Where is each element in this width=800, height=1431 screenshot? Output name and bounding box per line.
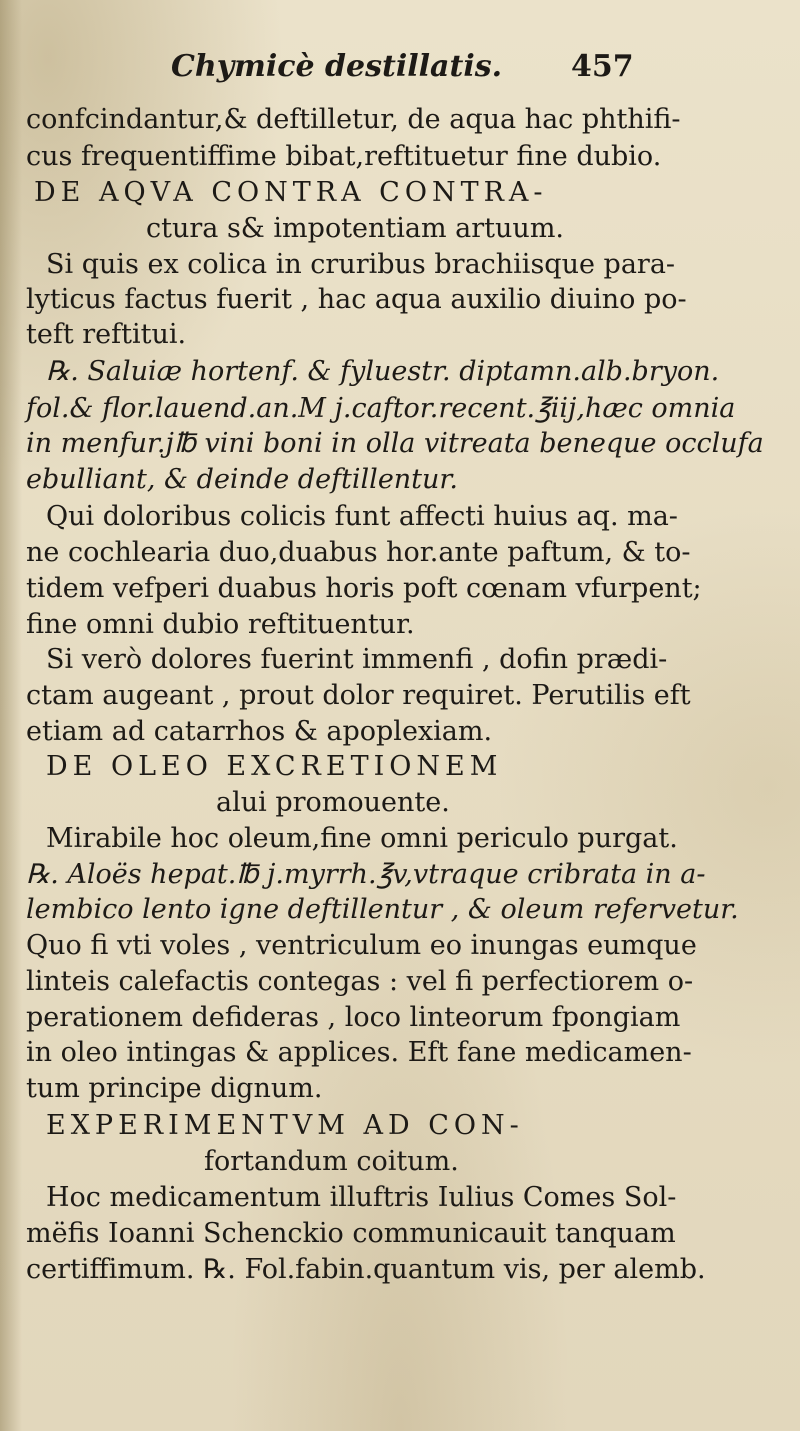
text-line: Si quis ex colica in cruribus brachiisque para- bbox=[46, 249, 676, 280]
text-line: Qui doloribus colicis funt affecti huius aq. ma- bbox=[46, 501, 678, 532]
section-subheading: fortandum coitum. bbox=[204, 1146, 459, 1177]
text-line: Si verò dolores fuerint immenfi , dofin prædi- bbox=[46, 644, 668, 675]
running-title: Chymicè destillatis. bbox=[171, 49, 503, 84]
text-line: in oleo intingas & applices. Eft fane medicamen- bbox=[26, 1037, 692, 1068]
page-number: 457 bbox=[571, 49, 634, 84]
recipe-line: ℞. Aloës hepat.℔ j.myrrh.℥v,vtraque cribrata in a- bbox=[26, 859, 706, 890]
text-line: Mirabile hoc oleum,fine omni periculo purgat. bbox=[46, 823, 678, 854]
section-subheading: alui promouente. bbox=[216, 787, 450, 818]
text-line: perationem defideras , loco linteorum fpongiam bbox=[26, 1002, 681, 1033]
text-line: certiffimum. ℞. Fol.fabin.quantum vis, per alemb. bbox=[26, 1254, 706, 1285]
text-line: mëfis Ioanni Schenckio communicauit tanquam bbox=[26, 1218, 676, 1249]
recipe-line: fol.& flor.lauend.an.M j.caftor.recent.℥iij,hæc omnia bbox=[26, 393, 736, 424]
section-heading: DE AQVA CONTRA CONTRA- bbox=[34, 177, 548, 208]
text-line: linteis calefactis contegas : vel fi perfectiorem o- bbox=[26, 966, 694, 997]
text-line: cus frequentiffime bibat,reftituetur fine dubio. bbox=[26, 141, 662, 172]
text-line: confcindantur,& deftilletur, de aqua hac phthifi- bbox=[26, 104, 681, 135]
text-line: ctam augeant , prout dolor requiret. Perutilis eft bbox=[26, 680, 691, 711]
text-line: tidem vefperi duabus horis poft cœnam vfurpent; bbox=[26, 573, 702, 604]
page-edge-shadow bbox=[0, 0, 22, 1431]
text-line: teft reftitui. bbox=[26, 319, 187, 350]
text-line: fine omni dubio reftituentur. bbox=[26, 609, 415, 640]
recipe-line: lembico lento igne deftillentur , & oleum refervetur. bbox=[26, 894, 739, 925]
text-line: tum principe dignum. bbox=[26, 1073, 323, 1104]
text-line: lyticus factus fuerit , hac aqua auxilio diuino po- bbox=[26, 284, 687, 315]
text-line: etiam ad catarrhos & apoplexiam. bbox=[26, 716, 493, 747]
section-heading: DE OLEO EXCRETIONEM bbox=[46, 751, 503, 782]
recipe-line: in menfur.j℔ vini boni in olla vitreata beneque occlufa bbox=[26, 428, 764, 459]
text-line: Hoc medicamentum illuftris Iulius Comes Sol- bbox=[46, 1182, 677, 1213]
text-line: ne cochlearia duo,duabus hor.ante paftum, & to- bbox=[26, 537, 691, 568]
text-line: Quo fi vti voles , ventriculum eo inungas eumque bbox=[26, 930, 697, 961]
recipe-line: ℞. Saluiæ hortenf. & fyluestr. diptamn.alb.bryon. bbox=[46, 356, 720, 387]
section-subheading: ctura s& impotentiam artuum. bbox=[146, 213, 564, 244]
recipe-line: ebulliant, & deinde deftillentur. bbox=[26, 464, 458, 495]
section-heading: EXPERIMENTVM AD CON- bbox=[46, 1110, 524, 1141]
